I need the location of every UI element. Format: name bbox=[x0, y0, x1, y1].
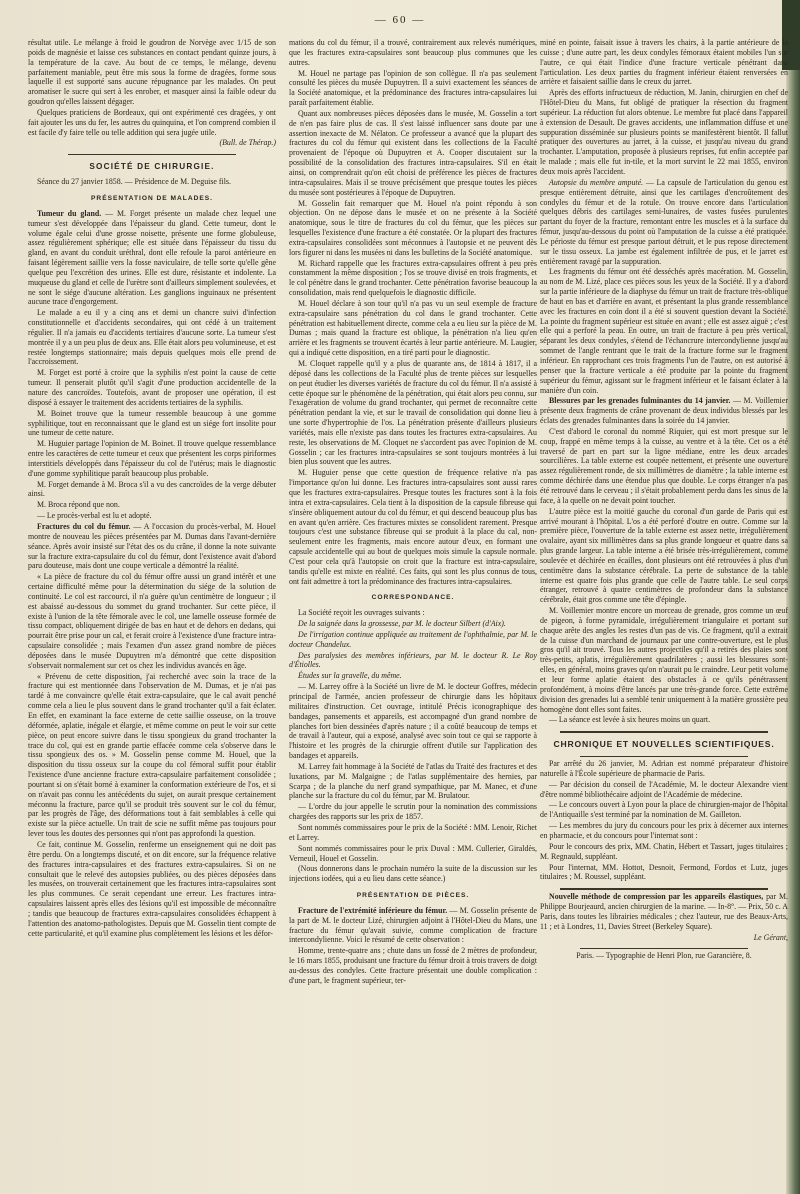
divider bbox=[580, 948, 748, 949]
paragraph: M. Gosselin fait remarquer que M. Houel n'a point répondu à son objection. On ne dépose dans le musée et on ne présente à la Société anatomique, sous le titre de fractures du col du fémur, que les pièces sur lesquelles l'existence d'une fracture a été constatée. Or la plupart des fractures extra-capsulaires consolidées sont méconnues à l'autopsie et ne peuvent dès lors figurer ni dans les musées ni dans les bulletins de la Société anatomique. bbox=[289, 198, 537, 257]
subsection-title-correspondence: CORRESPONDANCE. bbox=[371, 594, 455, 602]
paragraph: Des paralysies des membres inférieurs, par M. le docteur R. Le Roy d'Étiolles. bbox=[289, 650, 537, 670]
divider bbox=[68, 154, 236, 155]
paragraph: Le malade a eu il y a cinq ans et demi un chancre suivi d'infection constitutionnelle et d'accidents secondaires, qui ont cédé à un traitement régulier. Il n'a jamais eu d'accidents tertiaires d'aucune sorte. La tumeur s'est montrée il y a un peu plus de deux ans. Elle était alors peu volumineuse, et est restée longtemps stationnaire; mais depuis quelques mois elle prend de l'accroissement. bbox=[28, 308, 276, 367]
paragraph: résultat utile. Le mélange à froid le goudron de Norvège avec 1/15 de son poids de magnésie et laisse ces substances en contact pendant quinze jours, à la température de la cave. Au bout de ce temps, le mélange, devenu parfaitement maniable, peut être mis sous la forme de dragées, forme sous laquelle il est supporté sans aucune répugnance par les malades. On peut aromatiser le sucre qui sert à les enrober, et masquer ainsi la faible odeur du goudron qu'elles laissent dégager. bbox=[28, 38, 276, 107]
subsection-title-patients: PRÉSENTATION DE MALADES. bbox=[91, 194, 213, 202]
paragraph: Autopsie du membre amputé. — La capsule de l'articulation du genou est presque entièrement détruite, ainsi que les cartilages d'encroûtement des condyles du fémur et de la rotule. On trouve encore dans l'articulation quelques débris des cartilages semi-lunaires, de vastes fusées purulentes partant du foyer de la fracture, remontant entre les muscles et à la surface du fémur, jusqu'au-dessous du point où l'amputation de la cuisse a été pratiquée. Le périoste du fémur est presque partout détruit, et le pus repose directement sur le tissu osseux. La jambe est également infiltrée de pus, et le jarret est entièrement ravagé par la suppuration. bbox=[540, 177, 788, 266]
paragraph: — Les membres du jury du concours pour les prix à décerner aux internes en pharmacie, et du concours pour l'internat sont : bbox=[540, 821, 788, 840]
divider bbox=[580, 756, 748, 757]
paragraph: M. Forget est porté à croire que la syphilis n'est point la cause de cette tumeur. Il penserait plutôt qu'il s'agit d'une production accidentelle de la nature des cancroïdes. Toutefois, avant de proposer une opération, il est disposé à essayer le traitement des accidents tertiaires de la syphilis. bbox=[28, 368, 276, 407]
paragraph: — La séance est levée à six heures moins un quart. bbox=[549, 715, 711, 725]
paragraph: Blessures par les grenades fulminantes du 14 janvier. — M. Voillemier présente deux fragments de crâne provenant de deux individus blessés par les éclats des grenades fulminantes dans la soirée du 14 janvier. bbox=[540, 396, 788, 426]
paragraph: M. Larrey fait hommage à la Société de l'atlas du Traité des fractures et des luxations, par M. Malgaigne ; de l'atlas supplémentaire des hernies, par Scarpa ; de la planche du nerf grand sympathique, par M. Manec, et d'une planche sur la fracture du col du fémur, par M. Brulatour. bbox=[289, 761, 537, 801]
paragraph: M. Boinet trouve que la tumeur ressemble beaucoup à une gomme syphilitique, tout en reconnaissant que le gland est un siége fort insolite pour une tumeur de cette nature. bbox=[28, 408, 276, 438]
paragraph: M. Richard rappelle que les fractures extra-capsulaires offrent à peu près constamment la même disposition ; l'os se trouve divisé en trois fragments, et le col pénètre dans le grand trochanter. Cette pénétration favorise beaucoup la consolidation, mais rend quelquefois le diagnostic difficile. bbox=[289, 258, 537, 298]
paragraph: L'autre pièce est la moitié gauche du coronal d'un garde de Paris qui est arrivé mourant à l'hôpital. L'os a été perforé d'outre en outre. Comme sur la première pièce, l'ouverture de la table externe est assez nette, irrégulièrement ovalaire, ayant six millimètres dans sa plus grande longueur et quatre dans sa plus grande largeur. La table interne a été brisée très-irrégulièrement, comme soulevée et déchirée en écailles, dont plusieurs ont été retrouvées à plus d'un centimètre dans la substance cérébrale. La perte de substance de la table interne est quatre fois plus grande que celle de l'autre table. Le seul corps étranger, retrouvé à quatre centimètres de profondeur dans la substance cérébrale, était gros comme une tête d'épingle. bbox=[540, 506, 788, 605]
page-edge-shadow bbox=[786, 0, 800, 1194]
paragraph: Fractures du col du fémur. — A l'occasion du procès-verbal, M. Houel montre de nouveau les pièces présentées par M. Dumas dans l'avant-dernière séance. Après avoir insisté sur l'état des os du crâne, il donne la note suivante sur la fracture extra-capsulaire du col du fémur, dont l'existence avait d'abord paru douteuse, mais dont une coupe verticale a démontré la réalité. bbox=[28, 521, 276, 571]
paragraph: La Société reçoit les ouvrages suivants : bbox=[298, 608, 425, 618]
column-left bbox=[28, 38, 276, 1178]
paragraph-lead: Fractures du col du fémur. bbox=[37, 521, 131, 531]
paragraph: Pour le concours des prix, MM. Chatin, Hébert et Tassart, juges titulaires ; M. Regnauld, suppléant. bbox=[540, 841, 788, 861]
paragraph: C'est d'abord le coronal du nommé Riquier, qui est mort presque sur le coup, frappé en même temps à la cuisse, au ventre et à la tête. Cet os a été traversé de part en part sur la ligne médiane, entre les deux arcades sourcilières. La table externe est coupée nettement, et présente une ouverture assez régulièrement ronde, de six millimètres de diamètre ; la table interne est comme déchirée dans une étendue plus que double. Le corps étranger n'a pas été retrouvé dans le cerveau ; il s'était probablement perdu dans les sinus de la face, à la quelle on ne devait point toucher. bbox=[540, 426, 788, 505]
paragraph-lead: Tumeur du gland. bbox=[37, 208, 102, 218]
divider bbox=[560, 888, 768, 890]
paragraph: Quant aux nombreuses pièces déposées dans le musée, M. Gosselin a tort de n'en pas faire plus de cas. Il s'est laissé influencer sans doute par une assertion inexacte de M. Nélaton. Ce professeur a avancé que la plupart des fractures du col du fémur qui existent dans les collections de la Faculté provenaient de l'époque où Dupuytren et A. Cooper discutaient sur la possibilité de la consolidation des fractures intra-capsulaires. S'il en était ainsi, on comprendrait qu'on eût choisi de préférence les pièces de fractures intra-capsulaires. Mais il se trouve précisément que presque toutes les pièces du musée sont postérieures à l'époque de Dupuytren. bbox=[289, 108, 537, 197]
paragraph: — Par décision du conseil de l'Académie, M. le docteur Alexandre vient d'être nommé bibliothécaire adjoint de l'Académie de médecine. bbox=[540, 779, 788, 799]
gerant-line: Le Gérant, bbox=[753, 932, 788, 942]
paragraph: M. Huguier partage l'opinion de M. Boinet. Il trouve quelque ressemblance entre les caractères de cette tumeur et ceux que présentent les corps piriformes interstitiels développés dans l'épaisseur du col de l'utérus; mais le diagnostic d'une gomme syphilitique paraît beaucoup plus probable. bbox=[28, 439, 276, 478]
paragraph: M. Huguier pense que cette question de fréquence relative n'a pas l'importance qu'on lui donne. Les fractures intra-capsulaires sont aussi rares que les fractures extra-capsulaires. Presque toutes les fractures sont à la fois intra et extra-capsulaires. Cela tient à la disposition de la capsule fibreuse qui s'insère obliquement autour du col du fémur, et qui descend beaucoup plus bas en avant qu'en arrière. Ces fractures mixtes se consolident rarement. Presque toujours c'est une substance fibreuse qui se produit à la place du cal, non-seulement entre les fragments, mais encore autour d'eux, en formant une capsule accidentelle qui au bout de quelques mois simule la capsule normale. C'est pour cela qu'à l'autopsie on croit que la fracture est intra-capsulaire, tandis qu'elle est mixte en réalité. Ces faits, qui sont les plus connus de tous, ont fait admettre à tort la prédominance des fractures intra-capsulaires. bbox=[289, 468, 537, 586]
paragraph: Après des efforts infructueux de réduction, M. Janin, chirurgien en chef de l'Hôtel-Dieu du Mans, fut obligé de pratiquer la résection du fragment supérieur. La réduction fut alors obtenue. Le membre fut placé dans l'appareil à extension de Desault. De graves accidents, une inflammation diffuse et une suppuration disséminée sur plusieurs points se manifestèrent bientôt. Il fallut pratiquer des ouvertures au jarret, à la cuisse, et jusqu'au niveau du grand trochanter. L'amputation, proposée à plusieurs reprises, fut enfin acceptée par le malade ; mais elle fut in-tile, et la mort survint le 22 mai 1855, environ deux mois après l'accident. bbox=[540, 88, 788, 176]
advertisement: Nouvelle méthode de compression par les appareils élastiques, par M. Philippe Bourjeaurd, ancien chirurgien de la marine. — In-8°. — Prix, 50 c. A Paris, dans toutes les librairies médicales ; chez l'auteur, rue des Beaux-Arts, 11 ; et à Londres, 11, Davies Street (Berkeley Square). bbox=[540, 892, 788, 931]
paragraph: Sont nommés commissaires pour le prix de la Société : MM. Lenoir, Richet et Larrey. bbox=[289, 822, 537, 842]
paragraph: M. Broca répond que non. bbox=[37, 500, 120, 510]
paragraph: — Le procès-verbal est lu et adopté. bbox=[37, 511, 152, 521]
paragraph: De l'irrigation continue appliquée au traitement de l'ophthalmie, par M. le docteur Chandelux. bbox=[289, 629, 537, 649]
paragraph: Les fragments du fémur ont été desséchés après macération. M. Gosselin, au nom de M. Lizé, place ces pièces sous les yeux de la Société. Il y a d'abord sur la partie inférieure de la diaphyse du fémur un trait de fracture très-oblique de haut en bas et d'arrière en avant, et présentant la plus grande ressemblance avec les fractures en coin dont il a été si souvent question devant la Société. La pointe du fragment supérieur est située en avant ; elle est assez aiguë ; c'est elle qui a perforé la peau. En outre, un trait de fracture à peu près vertical, séparant les deux condyles, s'étend de l'échancrure intercondylienne jusqu'au sommet de l'angle rentrant que le trait de la fracture forme sur le fragment inférieur. En rapprochant ces trois fragments l'un de l'autre, on est autorisé à penser que la fracture verticale a été produite par la pointe du fragment supérieur du fémur, agissant sur le fragment inférieur et le faisant éclater à la manière d'un coin. bbox=[540, 267, 788, 395]
paragraph: M. Cloquet rappelle qu'il y a plus de quarante ans, de 1814 à 1817, il a déposé dans les collections de la Faculté plus de trente pièces sur lesquelles on peut étudier les diverses variétés de fracture du col du fémur. Il n'a assisté à cette époque sur le phénomène de la pénétration, qui était alors peu connu, sur l'exagération de volume du grand trochanter, qui permet de reconnaître cette pénétration pendant la vie, et sur le travail de consolidation qui donne lieu à une sorte d'hypertrophie de l'os. La pénétration présente d'ailleurs plusieurs variétés, mais elle n'existe pas dans toutes les fractures extra-capsulaires. Au reste, les observations de M. Cloquet ne s'accordent pas avec l'opinion de M. Gosselin ; car les fractures intra-capsulaires se sont toujours montrées à lui bien plus souvent que les autres. bbox=[289, 359, 537, 467]
source-citation: (Bull. de Thérap.) bbox=[219, 138, 276, 148]
paragraph: Quelques praticiens de Bordeaux, qui ont expérimenté ces dragées, y ont fait ajouter les uns du fer, les autres du quinquina, et l'on comprend combien il est facile d'y faire telle ou telle addition qui sera jugée utile. bbox=[28, 107, 276, 137]
session-line: Séance du 27 janvier 1858. — Présidence de M. Deguise fils. bbox=[37, 177, 231, 187]
paragraph: Par arrêté du 26 janvier, M. Adrian est nommé préparateur d'histoire naturelle à l'École supérieure de pharmacie de Paris. bbox=[540, 759, 788, 778]
paragraph: Tumeur du gland. — M. Forget présente un malade chez lequel une tumeur s'est développée dans l'épaisseur du gland. Cette tumeur, dont le volume égale celui d'une grosse noisette, présente une forme globuleuse, assez régulièrement sphérique; elle est située dans l'épaisseur du tissu du gland, en avant du conduit uréthral, dont elle refoule la paroi antérieure en faisant légèrement saillie vers la fosse naviculaire, de telle sorte qu'elle gêne quelque peu l'excrétion des urines. Elle est dure, résistante et indolente. La muqueuse du gland et celle de l'urètre sont d'ailleurs simplement soulevées, et ne sont le siége d'aucune altération. Les ganglions inguinaux ne présentent aucune trace d'engorgement. bbox=[28, 208, 276, 307]
column-right bbox=[540, 38, 788, 1178]
advertisement-title: Nouvelle méthode de compression par les appareils élastiques, bbox=[549, 892, 764, 902]
paragraph: Études sur la gravelle, du même. bbox=[298, 671, 402, 681]
page-number: — 60 — bbox=[374, 14, 426, 26]
paragraph: De la saignée dans la grossesse, par M. le docteur Silbert (d'Aix). bbox=[298, 619, 506, 629]
section-title-chronicle: CHRONIQUE ET NOUVELLES SCIENTIFIQUES. bbox=[553, 739, 775, 750]
paragraph: « Prévenu de cette disposition, j'ai recherché avec soin la trace de la fracture qui est mentionnée dans l'observation de M. Dumas, et je n'ai pas tardé à me convaincre qu'elle était extra-capsulaire, que le cal avait penché comme cela a lieu le plus souvent dans le grand trochanter qu'il a fait éclater. En effet, en examinant la face externe de cette saillie osseuse, on la trouve déformée, aplatie, inégale et élargie, et même comme on peut le voir sur cette pièce, on peut encore suivre dans le tissu spongieux du grand trochanter la trace du col, qui est en grande partie effacée comme cela s'observe dans le tissu spongieux des os. » M. Gosselin pense comme M. Houel, que la disposition du tissu osseux sur la coupe du col fémoral suffit pour établir l'existence d'une ancienne fracture extra-capsulaire parfaitement consolidée ; pourtant si on s'était borné à examiner la conformation extérieure de l'os, et si on n'avait pas connu les antécédents du sujet, on aurait presque certainement méconnu la fracture, parce qu'il se produit très souvent sur le col du fémur, par les progrès de l'âge, des déformations tout à fait semblables à celle qui existe sur la pièce actuelle. Un trait de scie ne suffit même pas toujours pour lever tous les doutes des personnes qui n'ont pas approfondi la question. bbox=[28, 671, 276, 839]
paragraph: Ce fait, continue M. Gosselin, renferme un enseignement qui ne doit pas être perdu. On a longtemps discuté, et on dit encore, sur la fréquence relative des fractures intra-capsulaires et des fractures extra-capsulaires. Si on ne consultait que le relevé des autopsies publiées, ou des pièces déposées dans les musées, on trouverait certainement que les fractures intra-capsulaires sont les plus communes. Ce serait cependant une erreur. Les fractures intra-capsulaires laissent après elles des lésions qu'il est impossible de méconnaître ; tandis que beaucoup de fractures extra-capsulaires consolidées échappent à l'attention des anatomo-pathologistes. Depuis que M. Gosselin tient compte de cette particularité, et qu'il examine plus complètement les lésions et les défor- bbox=[28, 839, 276, 938]
paragraph-lead: Autopsie du membre amputé. bbox=[549, 177, 644, 187]
paragraph: Pour l'internat, MM. Hottot, Desnoit, Fermond, Fordos et Lutz, juges titulaires ; M. Roussel, suppléant. bbox=[540, 862, 788, 882]
printer-imprint: Paris. — Typographie de Henri Plon, rue Garancière, 8. bbox=[576, 951, 752, 961]
paragraph: (Nous donnerons dans le prochain numéro la suite de la discussion sur les injections iodées, qui a eu lieu dans cette séance.) bbox=[289, 864, 537, 884]
paragraph-lead: Blessures par les grenades fulminantes du 14 janvier. bbox=[549, 396, 731, 406]
column-middle bbox=[289, 38, 537, 1178]
paragraph: — Le concours ouvert à Lyon pour la place de chirurgien-major de l'hôpital de l'Antiquaille s'est terminé par la nomination de M. Gailleton. bbox=[540, 800, 788, 820]
paragraph: M. Forget demande à M. Broca s'il a vu des cancroïdes de la verge débuter ainsi. bbox=[28, 479, 276, 499]
paragraph-lead: Fracture de l'extrémité inférieure du fémur. bbox=[298, 905, 448, 915]
paragraph: Fracture de l'extrémité inférieure du fémur. — M. Gosselin présente de la part de M. le docteur Lizé, chirurgien adjoint à l'Hôtel-Dieu du Mans, une fracture du fémur qu'avait suivie, comme complication de fracture intercondylienne. Voici le résumé de cette observation : bbox=[289, 905, 537, 945]
paragraph: — L'ordre du jour appelle le scrutin pour la nomination des commissions chargées des rapports sur les prix de 1857. bbox=[289, 802, 537, 822]
paragraph: miné en pointe, faisait issue à travers les chairs, à la partie antérieure de la cuisse ; d'une autre part, les deux condyles fémoraux étaient mobiles l'un sur l'autre, ce qui était l'indice d'une fracture verticale pénétrant dans l'articulation. Les deux parties du fragment inférieur étaient renversées en arrière et faisaient saillie dans le creux du jarret. bbox=[540, 38, 788, 87]
divider bbox=[560, 731, 768, 733]
paragraph: mations du col du fémur, il a trouvé, contrairement aux relevés numériques, que les fractures extra-capsulaires sont beaucoup plus communes que les autres. bbox=[289, 38, 537, 67]
paragraph: M. Voillemier montre encore un morceau de grenade, gros comme un œuf de pigeon, à forme pyramidale, irrégulièrement triangulaire et portant sur chaque arête des angles les restes d'un pas de vis. Ce fragment, qu'il a extrait de la cuisse d'un marchand de journaux par une contre-ouverture, est le plus gros qu'il ait trouvé. Tous les autres projectiles qu'il a retirés des plaies sont très-petits, aplatis, irrégulièrement quadrilatères ; aussi les blessures sont-elles, en général, moins graves qu'on n'aurait pu le craindre. Leur petit volume et leur forme aplatie étaient des obstacles à ce qu'ils pénétrassent profondément, à moins d'être lancés par une très-grande force. Cette extrême division des grenades lui a semblé tenir uniquement à la matière grossière peu homogène dont elles sont faites. bbox=[540, 606, 788, 714]
section-title-society: SOCIÉTÉ DE CHIRURGIE. bbox=[89, 162, 215, 172]
subsection-title-pieces: PRÉSENTATION DE PIÈCES. bbox=[356, 892, 470, 900]
paragraph: « La pièce de fracture du col du fémur offre aussi un grand intérêt et une certaine difficulté même pour la détermination du siége de la solution de continuité. Le col est raccourci, il n'a guère qu'un centimètre de longueur ; il est abaissé au-dessous du sommet du grand trochanter. Sur cette pièce, il existe à l'union de la tête fémorale avec le col, une lamelle osseuse formée de tissu compact, obliquement dirigée de bas en haut et de dehors en dedans, qui pourrait être prise pour un cal, et ferait croire à l'existence d'une fracture intra-capsulaire consolidée ; mais l'examen d'un assez grand nombre de pièces déposées dans le musée Dupuytren m'a démontré que cette disposition s'observait normalement sur cet os chez les individus avancés en âge. bbox=[28, 572, 276, 670]
paragraph: M. Houel ne partage pas l'opinion de son collègue. Il n'a pas seulement consulté les pièces du musée Dupuytren. Il a suivi exactement les séances de la Société anatomique, et la prédominance des fractures intra-capsulaires lui paraît parfaitement établie. bbox=[289, 68, 537, 108]
paragraph: Homme, trente-quatre ans ; chute dans un fossé de 2 mètres de profondeur, le 16 mars 1855, produisant une fracture du fémur droit à trois travers de doigt au-dessus des condyles. Cette fracture présentait une double complication : d'une part, le fragment supérieur, ter- bbox=[289, 946, 537, 985]
paragraph: — M. Larrey offre à la Société un livre de M. le docteur Goffres, médecin principal de l'armée, ancien professeur de chirurgie dans les hôpitaux militaires d'instruction. Cet ouvrage, intitulé Précis iconographique des bandages, pansements et appareils, est accompagné d'un grand nombre de planches fort bien dessinées d'après nature ; il a coûté beaucoup de temps et de travail à l'auteur, qui a exposé, analysé avec soin tout ce qui se rapporte à l'histoire et les progrès de la chirurgie offrent d'utile sur l'application des bandages et appareils. bbox=[289, 682, 537, 761]
paragraph: Sont nommés commissaires pour le prix Duval : MM. Cullerier, Giraldès, Verneuil, Houel et Gosselin. bbox=[289, 843, 537, 863]
paragraph: M. Houel déclare à son tour qu'il n'a pas vu un seul exemple de fracture extra-capsulaire sans pénétration du col dans le grand trochanter. Cette pénétration est habituellement directe, comme cela a eu lieu sur la pièce de M. Dumas ; mais quand la fracture est oblique, la pénétration n'a lieu qu'en arrière et les fragments se trouvent écartés à leur partie antérieure. M. Laugier, qui a indiqué cette disposition, en a tiré parti pour le diagnostic. bbox=[289, 298, 537, 358]
